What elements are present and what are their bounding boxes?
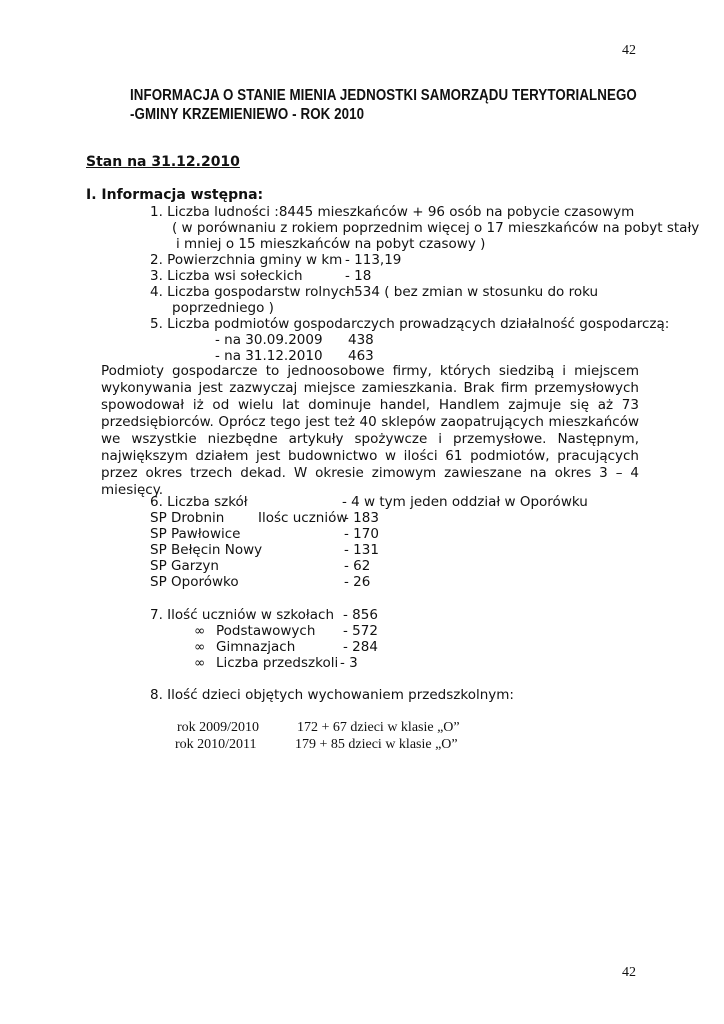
item1-line1: 1. Liczba ludności :8445 mieszkańców + 96 osób na pobycie czasowym	[150, 204, 635, 220]
item3-label: 3. Liczba wsi sołeckich	[150, 268, 303, 284]
item1-line3: i mniej o 15 mieszkańców na pobyt czasowy )	[176, 236, 486, 252]
date-heading: Stan na 31.12.2010	[86, 154, 240, 170]
item7-sub-label: Podstawowych	[216, 623, 316, 639]
item8-value: 179 + 85 dzieci w klasie „O”	[295, 737, 458, 752]
school-name: SP Oporówko	[150, 574, 239, 590]
infinity-bullet-icon: ∞	[194, 655, 206, 671]
school-value: - 183	[344, 510, 379, 526]
page-number-top: 42	[622, 43, 636, 58]
school-value: - 170	[344, 526, 379, 542]
school-value: - 62	[344, 558, 371, 574]
school-name: SP Pawłowice	[150, 526, 241, 542]
item7-sub-label: Liczba przedszkoli	[216, 655, 339, 671]
item5-row-value: 438	[348, 332, 374, 348]
infinity-bullet-icon: ∞	[194, 639, 206, 655]
item4-value: - 534 ( bez zmian w stosunku do roku	[345, 284, 599, 300]
item5-line1: 5. Liczba podmiotów gospodarczych prowadzących działalność gospodarczą:	[150, 316, 670, 332]
item5-row-date: - na 31.12.2010	[215, 348, 323, 364]
school-name: SP Bełęcin Nowy	[150, 542, 263, 558]
item2-value: - 113,19	[345, 252, 402, 268]
item6-value: - 4 w tym jeden oddział w Oporówku	[342, 494, 588, 510]
item7-value: - 856	[343, 607, 378, 623]
item8-label: 8. Ilość dzieci objętych wychowaniem przedszkolnym:	[150, 687, 514, 703]
item3-value: - 18	[345, 268, 372, 284]
page-number-bottom: 42	[622, 965, 636, 980]
item8-value: 172 + 67 dzieci w klasie „O”	[297, 720, 460, 735]
document-title-line2: -GMINY KRZEMIENIEWO - ROK 2010	[130, 106, 365, 123]
school-value: - 26	[344, 574, 371, 590]
item8-year: rok 2009/2010	[177, 720, 260, 735]
item8-year: rok 2010/2011	[175, 737, 257, 752]
schools-header: Ilośc uczniów	[258, 510, 348, 526]
item1-line2: ( w porównaniu z rokiem poprzednim więcej o 17 mieszkańców na pobyt stały	[172, 220, 700, 236]
item4-label: 4. Liczba gospodarstw rolnych	[150, 284, 355, 300]
item7-label: 7. Ilość uczniów w szkołach	[150, 607, 335, 623]
item4-line2: poprzedniego )	[172, 300, 274, 316]
school-value: - 131	[344, 542, 379, 558]
item7-sub-label: Gimnazjach	[216, 639, 296, 655]
item7-sub-value: - 572	[343, 623, 378, 639]
document-title-line1: INFORMACJA O STANIE MIENIA JEDNOSTKI SAMORZĄDU TERYTORIALNEGO	[130, 87, 637, 104]
item2-label: 2. Powierzchnia gminy w km	[150, 252, 343, 268]
body-paragraph: Podmioty gospodarcze to jednoosobowe firmy, których siedzibą i miejscem wykonywania jest zazwyczaj miejsce zamieszkania. Brak firm przemysłowych spowodował iż od wielu lat dominuje handel, Handlem zajmuje się aż 73 przedsiębiorców. Oprócz tego jest też 40 sklepów zaopatrujących mieszkańców we wszystkie niezbędne artykuły spożywcze i przemysłowe. Następnym, największym działem jest budownictwo w ilości 61 podmiotów, pracujących przez okres trzech dekad. W okresie zimowym zawieszane na okres 3 – 4 miesięcy.	[101, 363, 639, 498]
item6-label: 6. Liczba szkół	[150, 494, 248, 510]
infinity-bullet-icon: ∞	[194, 623, 206, 639]
item7-sub-value: - 3	[340, 655, 358, 671]
school-name: SP Drobnin	[150, 510, 225, 526]
item5-row-date: - na 30.09.2009	[215, 332, 323, 348]
item5-row-value: 463	[348, 348, 374, 364]
school-name: SP Garzyn	[150, 558, 219, 574]
item7-sub-value: - 284	[343, 639, 378, 655]
section-heading: I. Informacja wstępna:	[86, 187, 264, 203]
